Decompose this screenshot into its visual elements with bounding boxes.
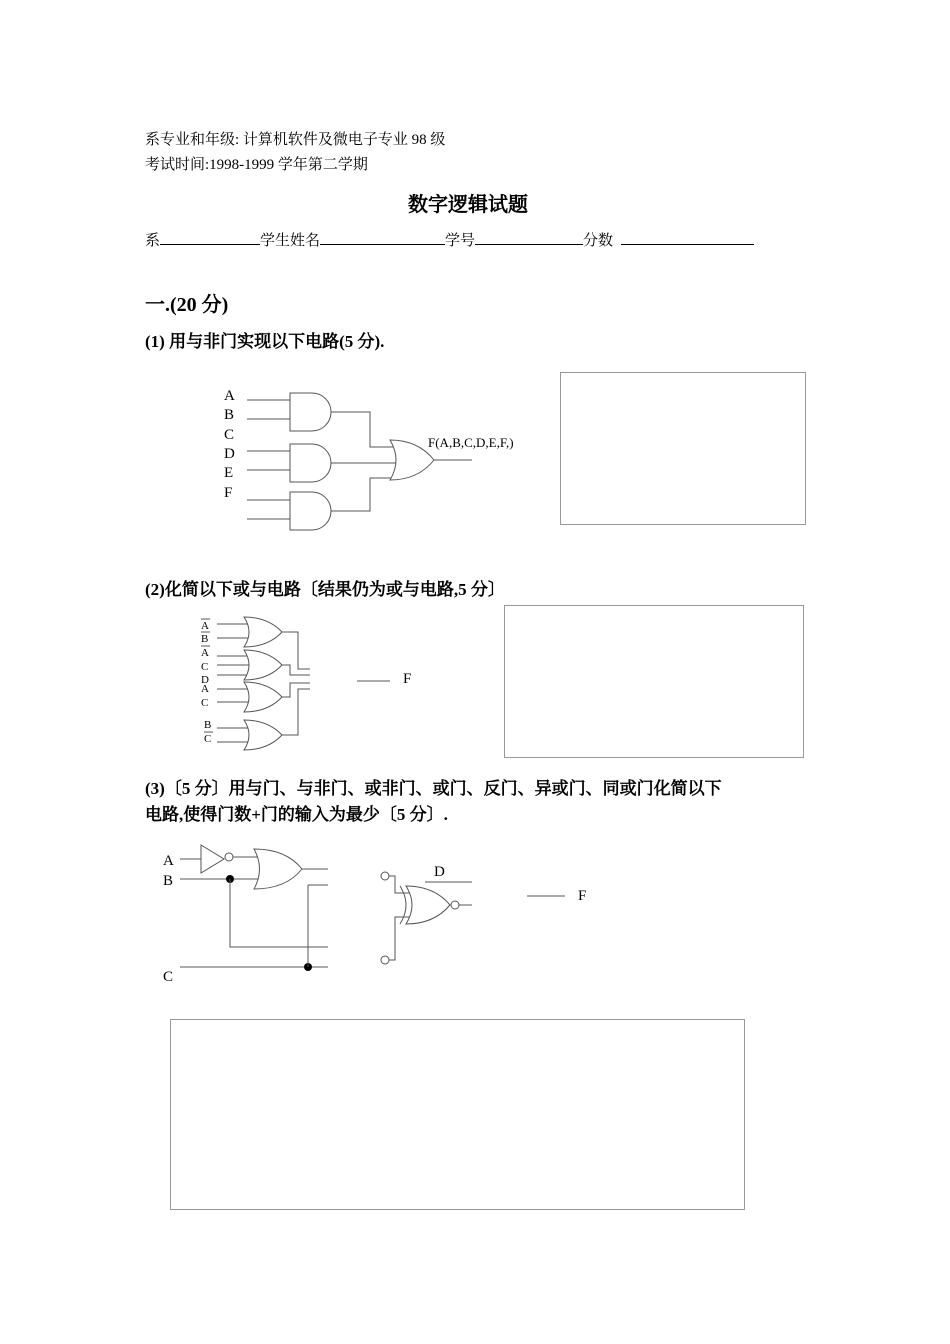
q1-answer-box[interactable] [560, 372, 806, 525]
q1-output-label: F(A,B,C,D,E,F,) [428, 435, 514, 450]
or-gate [254, 849, 302, 889]
q2-output-label: F [403, 671, 412, 687]
q2-input-label: C [201, 661, 209, 673]
q2-input-label: A [201, 683, 209, 695]
and-gate [290, 393, 331, 431]
number-label: 学号 [445, 233, 476, 249]
q2-input-label: C [204, 733, 212, 745]
and-gate [290, 444, 331, 482]
score-label: 分数 [583, 233, 614, 249]
q1-input-label: B [224, 407, 235, 423]
and-gate [290, 492, 331, 530]
xnor-bubble [451, 901, 459, 909]
question-1-text: (1) 用与非门实现以下电路(5 分). [145, 332, 385, 351]
q3-input-label: A [163, 853, 174, 869]
page-title: 数字逻辑试题 [408, 194, 528, 216]
q3-d-label: D [434, 864, 445, 880]
q3-circuit [163, 845, 586, 985]
dept-grade: 系专业和年级: 计算机软件及微电子专业 98 级 [145, 132, 446, 148]
q2-input-label: A [201, 647, 209, 659]
q2-answer-box[interactable] [504, 605, 804, 758]
q1-input-label: D [224, 446, 235, 462]
q2-input-label: B [204, 719, 212, 731]
q3-answer-box[interactable] [170, 1019, 745, 1210]
q2-input-label: C [201, 697, 209, 709]
q1-input-label: E [224, 465, 234, 481]
or-gate [244, 720, 282, 750]
exam-time: 考试时间:1998-1999 学年第二学期 [145, 157, 368, 173]
q2-input-label: A [201, 620, 209, 632]
or-gate [244, 682, 282, 712]
dept-label: 系 [145, 233, 161, 249]
q1-input-label: C [224, 427, 235, 443]
q3-input-label: C [163, 969, 174, 985]
xnor-gate [406, 886, 450, 924]
q1-input-label: F [224, 485, 233, 501]
q2-input-label: D [201, 674, 209, 686]
or-gate [244, 617, 282, 647]
q1-input-label: A [224, 388, 235, 404]
q2-input-label: B [201, 633, 209, 645]
q3-input-label: B [163, 873, 174, 889]
question-3-text-line1: (3)〔5 分〕用与门、与非门、或非门、或门、反门、异或门、同或门化简以下 [145, 779, 722, 798]
or-gate [244, 650, 282, 680]
question-3-text-line2: 电路,使得门数+门的输入为最少〔5 分〕. [145, 805, 448, 824]
q2-circuit [201, 617, 411, 750]
inverter-bubble [225, 853, 233, 861]
q1-circuit [224, 388, 514, 530]
name-label: 学生姓名 [260, 233, 321, 249]
q3-output-label: F [578, 888, 587, 904]
inverter-gate [201, 845, 224, 873]
question-2-text: (2)化简以下或与电路〔结果仍为或与电路,5 分〕 [145, 580, 505, 599]
section-heading: 一.(20 分) [145, 294, 229, 316]
